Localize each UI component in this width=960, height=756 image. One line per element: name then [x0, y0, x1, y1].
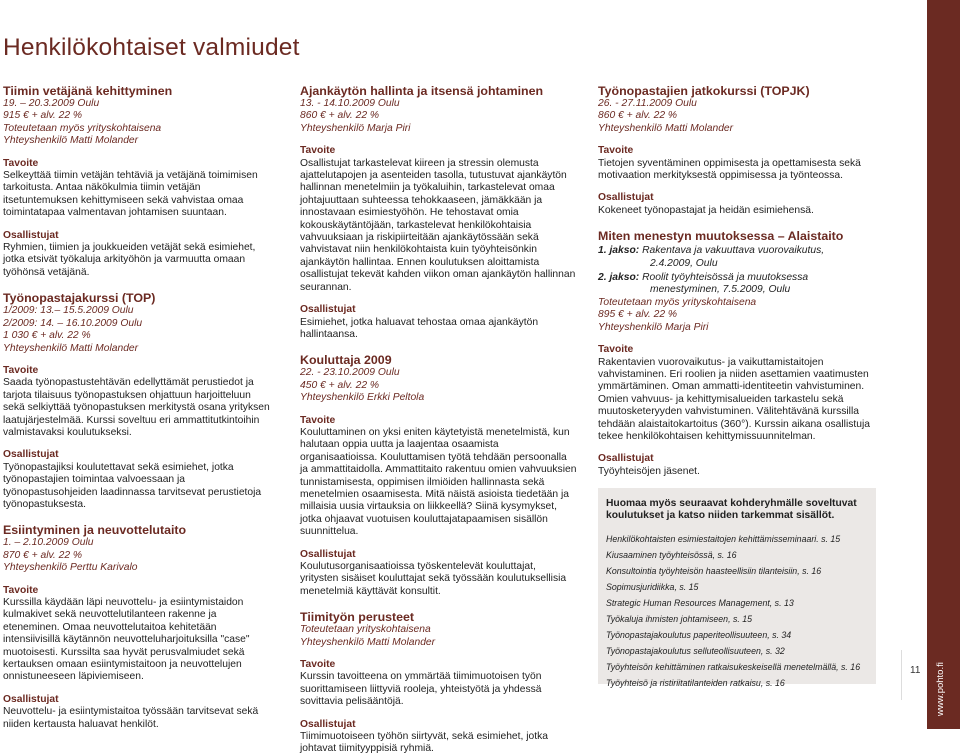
course-meta: Toteutetaan yrityskohtaisena Yhteyshenkilö Matti Molander: [300, 624, 436, 648]
session-date: 2.4.2009, Oulu: [650, 257, 718, 269]
audience-text: Neuvottelu- ja esiintymistaitoa työssään tarvitsevat sekä niiden kertausta haluavat henkilöt.: [3, 706, 259, 730]
course-meta: Toteutetaan myös yrityskohtaisena 895 € + alv. 22 % Yhteyshenkilö Marja Piri: [598, 296, 757, 333]
audience-label: Osallistujat: [598, 192, 654, 204]
course-meta: 19. – 20.3.2009 Oulu 915 € + alv. 22 % Toteutetaan myös yrityskohtaisena Yhteyshenkilö Matti Molander: [3, 98, 162, 147]
course-meta: 22. - 23.10.2009 Oulu 450 € + alv. 22 % Yhteyshenkilö Erkki Peltola: [300, 367, 425, 404]
goal-text: Kurssilla käydään läpi neuvottelu- ja esiintymistaidon kulmakivet sekä neuvottelutilanteen rakenne ja eteneminen. Omaa neuvottelutaitoa kehitetään intensiivisillä käytännön neuvotteluharjoituksilla "case" muotoisesti. Kurssilta saa hyvät perusvalmiudet sekä kertauksen omaan esiintymistaitoon ja neuvottelujen onnistuneeseen läpiviemiseen.: [3, 597, 250, 683]
course-title: Työnopastajien jatkokurssi (TOPJK): [598, 84, 810, 98]
audience-text: Tiimimuotoiseen työhön siirtyvät, sekä esimiehet, jotka johtavat tiimityyppisiä ryhmiä.: [300, 731, 548, 755]
course-meta: 1. – 2.10.2009 Oulu 870 € + alv. 22 % Yhteyshenkilö Perttu Karivalo: [3, 537, 138, 574]
course-meta: 13. - 14.10.2009 Oulu 860 € + alv. 22 % Yhteyshenkilö Marja Piri: [300, 98, 411, 134]
session-1: [598, 245, 876, 257]
goal-text: Selkeyttää tiimin vetäjän tehtäviä ja vetäjänä toimimisen tarkoitusta. Antaa näkökulmia tiimin vetäjän itsetuntemuksen kehittymiseen sekä vahvistaa omaa toimintatapaa valmentavan johtamisen suuntaan.: [3, 170, 258, 219]
goal-label: Tavoite: [3, 157, 39, 169]
list-item: Sopimusjuridiikka, s. 15: [606, 581, 699, 592]
course-meta: 1/2009: 13.– 15.5.2009 Oulu 2/2009: 14. – 16.10.2009 Oulu 1 030 € + alv. 22 % Yhteyshenkilö Matti Molander: [3, 305, 143, 354]
goal-text: Saada työnopastustehtävän edellyttämät perustiedot ja tarjota tilaisuus työnopastuksen ohjattuun harjoitteluun sekä selkiyttää työnopastuksen merkitystä osana yrityksen laatujärjestelmää. Kurssi soveltuu eri ammattitutkintoihin valmistavaksi koulutukseksi.: [3, 377, 270, 438]
page-number: 11: [910, 665, 921, 676]
list-item: Henkilökohtaisten esimiestaitojen kehittämisseminaari. s. 15: [606, 533, 841, 544]
goal-label: Tavoite: [3, 584, 39, 596]
related-courses-title: Huomaa myös seuraavat kohderyhmälle soveltuvat koulutukset ja katso niiden tarkemmat sisällöt.: [606, 498, 857, 522]
audience-text: Esimiehet, jotka haluavat tehostaa omaa ajankäytön hallintaansa.: [300, 316, 539, 340]
list-item: Konsultointia työyhteisön haasteellisiin tilanteisiin, s. 16: [606, 565, 822, 576]
goal-label: Tavoite: [3, 364, 39, 376]
list-item: Työnopastajakoulutus selluteollisuuteen, s. 32: [606, 645, 785, 656]
session-text: Rakentava ja vakuuttava vuorovaikutus,: [642, 245, 825, 257]
course-title: Kouluttaja 2009: [300, 353, 392, 368]
audience-text: Työyhteisöjen jäsenet.: [598, 465, 700, 477]
column-2: [300, 84, 577, 756]
goal-label: Tavoite: [300, 414, 336, 426]
audience-label: Osallistujat: [300, 304, 356, 316]
goal-label: Tavoite: [300, 659, 336, 671]
audience-label: Osallistujat: [3, 693, 59, 705]
audience-text: Työnopastajiksi koulutettavat sekä esimiehet, jotka työnopastajien toimintaa valvoessaan ja työnopastusohjeiden laadinnassa tarvitsevat perustietoja työnopastuksesta.: [3, 461, 262, 510]
course-title: Työnopastajakurssi (TOP): [3, 291, 156, 306]
session-label: 1. jakso:: [598, 245, 640, 257]
goal-text: Rakentavien vuorovaikutus- ja vaikuttamistaitojen vahvistaminen. Eri roolien ja niiden asettamien vaatimusten ymmärtäminen. Oman ammatti-identiteetin vahvistuminen. Omien vahvuus- ja kehittymisalueiden tarkastelu sekä muutosketeryyden vahvistuminen. Välitehtävänä kurssilla tehdään alaistaitokartoitus (360°). Kurssin aikana osallistuja tekee henkilökohtaisen kehittymissuunnitelman.: [598, 356, 870, 442]
list-item: Työyhteisö ja ristiriitatilanteiden ratkaisu, s. 16: [606, 677, 785, 688]
related-courses-list: [606, 531, 868, 691]
session-label: 2. jakso:: [598, 272, 640, 284]
course-meta: 26. - 27.11.2009 Oulu 860 € + alv. 22 % Yhteyshenkilö Matti Molander: [598, 98, 734, 134]
session-date: menestyminen, 7.5.2009, Oulu: [650, 284, 791, 296]
course-title: Esiintyminen ja neuvottelutaito: [3, 523, 187, 538]
session-2: [598, 272, 876, 284]
course-title: Tiimityön perusteet: [300, 610, 415, 625]
list-item: Työnopastajakoulutus paperiteollisuuteen, s. 34: [606, 629, 792, 640]
column-3: [598, 84, 876, 478]
session-text: Roolit työyhteisössä ja muutoksessa: [642, 272, 809, 284]
audience-text: Koulutusorganisaatioissa työskentelevät kouluttajat, yritysten sisäiset kouluttajat sekä työssään koulutuksellisia menetelmiä käyttävät konsultit.: [300, 561, 567, 597]
audience-text: Kokeneet työnopastajat ja heidän esimiehensä.: [598, 204, 814, 216]
goal-label: Tavoite: [598, 145, 634, 157]
goal-text: Osallistujat tarkastelevat kiireen ja stressin olemusta ajattelutapojen ja asenteiden tasolla, tutustuvat ajankäytön hallinnan menetelmiin ja työkaluihin, tarkastelevat omaa johtajuuttaan suhteessa tehokkaaseen, jämäkkään ja innostavaan esimiestyöhön. He tehostavat omia kokouskäytäntöjään, tarkastelevat henkilökohtaisia vahvuuksiaan ja riskipiirteitään ajankäytössään sekä vahvistavat niin henkilökohtaista kuin työyhteisönkin ajankäytön hallintaa. Ennen koulutuksen aloittamista osallistujat tekevät kahden viikon oman ajankäytön hallinnan seurannan.: [300, 157, 576, 293]
audience-label: Osallistujat: [3, 229, 59, 241]
audience-text: Ryhmien, tiimien ja joukkueiden vetäjät sekä esimiehet, jotka etsivät työkaluja arkityöhön ja varmuutta omaan työhönsä vetäjänä.: [3, 242, 256, 278]
list-item: Työkaluja ihmisten johtamiseen, s. 15: [606, 613, 753, 624]
audience-label: Osallistujat: [300, 548, 356, 560]
course-title: Miten menestyn muutoksessa – Alaistaito: [598, 229, 844, 244]
goal-text: Tietojen syventäminen oppimisesta ja opettamisesta sekä motivaation merkityksestä oppimisessa ja työnteossa.: [598, 157, 861, 182]
website-url[interactable]: www.pohto.fi: [935, 662, 946, 716]
audience-label: Osallistujat: [3, 449, 59, 461]
course-title: Ajankäytön hallinta ja itsensä johtaminen: [300, 84, 544, 98]
goal-text: Kurssin tavoitteena on ymmärtää tiimimuotoisen työn suorittamiseen liittyviä rooleja, yhteistyötä ja yhdessä sovittavia pelisääntöjä.: [300, 671, 542, 708]
course-title: Tiimin vetäjänä kehittyminen: [3, 84, 173, 98]
audience-label: Osallistujat: [300, 718, 356, 730]
related-courses-box: [598, 488, 876, 688]
page-title: Henkilökohtaiset valmiudet: [3, 34, 300, 61]
column-1: [3, 84, 275, 731]
list-item: Kiusaaminen työyhteisössä, s. 16: [606, 549, 737, 560]
audience-label: Osallistujat: [598, 453, 654, 465]
goal-label: Tavoite: [598, 344, 634, 356]
goal-label: Tavoite: [300, 145, 336, 157]
goal-text: Kouluttaminen on yksi eniten käytetyistä menetelmistä, kun halutaan oppia uutta ja laajentaa osaamista organisaatioissa. Kouluttamisen työtä tehdään persoonalla ja ammattitaidolla. Ammattitaito rakentuu omien vahvuuksien tunnistamisesta, oppimisen ilmiöiden hallinnasta sekä menetelmien osaamisesta. Mitä näistä asioista tiedetään ja millaisia uusia virtauksia on liikkeellä? Siinä kysymykset, jotka ohjaavat vuotuisen kouluttajatapaamisen sisällön suunnittelua.: [300, 426, 577, 538]
list-item: Strategic Human Resources Management, s. 13: [606, 597, 794, 608]
side-brand-bar: [927, 0, 960, 729]
list-item: Työyhteisön kehittäminen ratkaisukeskeisellä menetelmällä, s. 16: [606, 661, 861, 672]
